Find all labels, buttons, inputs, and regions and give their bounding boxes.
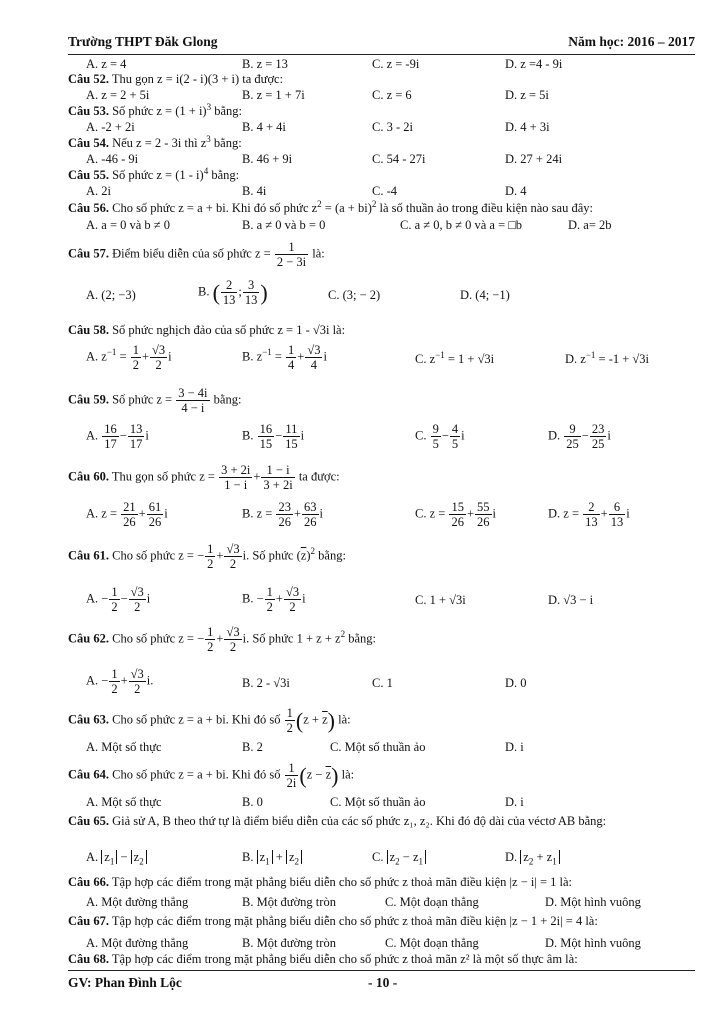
option-a: A. -2 + 2i	[86, 120, 135, 134]
option-a: A. Một số thực	[86, 740, 162, 754]
option-b: B. z = $\frac{23}{26}$ + $\frac{63}{26}$ i	[242, 500, 323, 529]
question-stem: Câu 60. Thu gọn số phức z = $\frac{3 + 2i}{1 - i}$ + $\frac{1 - i}{3 + 2i}$ ta được:	[68, 463, 340, 492]
option-c: C. 1	[372, 676, 393, 690]
option-a: A. − $\frac{1}{2}$ − $\frac{√3}{2}$ i	[86, 585, 151, 614]
option-b: B. ( $\frac{2}{13}$ ; $\frac{3}{13}$ )	[198, 278, 268, 307]
question-stem: Câu 53. Số phức $z = (1 + i)^3$ bằng:	[68, 101, 242, 118]
option-b: B. Một đường tròn	[242, 895, 336, 909]
option-a: A. Một số thực	[86, 795, 162, 809]
question-stem: Câu 52. Thu gọn z = i(2 - i)(3 + i) ta được:	[68, 72, 284, 86]
option-b: B. 46 + 9i	[242, 152, 293, 166]
option-d: D. $z_2 + z_1$	[505, 850, 560, 865]
option-b: B. 2	[242, 740, 263, 754]
option-b: B. $z_1 + z_2$	[242, 850, 302, 865]
question-stem: Câu 65. Giả sử A, B theo thứ tự là điểm biểu diễn của các số phức z₁, z₂. Khi đó độ dài của véctơ AB bằng:	[68, 814, 607, 828]
option-d: D. z = 5i	[505, 88, 549, 102]
option-d: D. z =4 - 9i	[505, 57, 563, 71]
option-c: C. Một số thuần ảo	[330, 740, 426, 754]
option-c: C. z = -9i	[372, 57, 420, 71]
option-d: D. z = $\frac{2}{13}$ + $\frac{6}{13}$ i	[548, 500, 630, 529]
option-a: A. $\frac{16}{17}$ − $\frac{13}{17}$ i	[86, 422, 149, 451]
option-a: A. z = $\frac{21}{26}$ + $\frac{61}{26}$ i	[86, 500, 168, 529]
option-c: C. z = 6	[372, 88, 412, 102]
option-d: D. 4	[505, 184, 527, 198]
option-c: C. Một đoạn thẳng	[385, 895, 479, 909]
option-c: C. Một số thuần ảo	[330, 795, 426, 809]
school-name: Trường THPT Đăk Glong	[68, 34, 218, 49]
question-stem: Câu 54. Nếu z = 2 - 3i thì $z^3$ bằng:	[68, 133, 242, 150]
question-stem: Câu 58. Số phức nghịch đảo của số phức z = 1 - √3i là:	[68, 323, 346, 337]
option-b: B. 4i	[242, 184, 267, 198]
option-d: D. a= 2b	[568, 218, 612, 232]
option-c: C. (3; − 2)	[328, 288, 381, 302]
option-c: C. 1 + √3i	[415, 593, 466, 607]
question-stem: Câu 55. Số phức z = (1 - i)$^4$ bằng:	[68, 165, 240, 182]
option-c: C. a ≠ 0, b ≠ 0 và a = □b	[400, 218, 523, 232]
option-c: C. $\frac{9}{5}$ − $\frac{4}{5}$ i	[415, 422, 465, 451]
option-a: A. $z_1 - z_2$	[86, 850, 147, 865]
option-d: D. i	[505, 740, 524, 754]
option-b: B. 4 + 4i	[242, 120, 286, 134]
page-number: - 10 -	[368, 975, 398, 990]
teacher-name: GV: Phan Đình Lộc	[68, 975, 182, 990]
option-b: B. z = 1 + 7i	[242, 88, 305, 102]
option-d: D. i	[505, 795, 524, 809]
option-c: C. 54 - 27i	[372, 152, 426, 166]
option-d: D. 27 + 24i	[505, 152, 563, 166]
question-stem: Câu 59. Số phức z = $\frac{3 - 4i}{4 - i}$ bằng:	[68, 386, 242, 415]
option-b: B. Một đường tròn	[242, 936, 336, 950]
fraction: $\frac{1}{2 - 3i}$	[276, 240, 307, 269]
option-a: A. − $\frac{1}{2}$ + $\frac{√3}{2}$ i.	[86, 667, 154, 696]
option-c: C. -4	[372, 184, 397, 198]
question-stem: Câu 57. Điểm biểu diễn của số phức z = $\frac{1}{2 - 3i}$ là:	[68, 240, 325, 269]
option-d: D. Một hình vuông	[545, 895, 641, 909]
option-a: A. -46 - 9i	[86, 152, 139, 166]
question-stem: Câu 68. Tập hợp các điểm trong mặt phẳng biểu diễn cho số phức z thoả mãn z² là một số thực âm là:	[68, 952, 578, 966]
question-stem: Câu 63. Cho số phức z = a + bi. Khi đó số $\frac{1}{2}$ $(z + \overline{z})$ là:	[68, 706, 351, 735]
option-a: A. z = 4	[86, 57, 127, 71]
option-c: C. Một đoạn thẳng	[385, 936, 479, 950]
option-c: C. $z^{-1} = 1 + √3i$	[415, 349, 495, 366]
option-d: D. $z^{-1} = -1 + √3i$	[565, 349, 650, 366]
option-a: A. Một đường thẳng	[86, 936, 189, 950]
option-a: A. z = 2 + 5i	[86, 88, 150, 102]
option-a: A. (2; −3)	[86, 288, 136, 302]
option-a: A. a = 0 và b ≠ 0	[86, 218, 171, 232]
question-stem: Câu 67. Tập hợp các điểm trong mặt phẳng biểu diễn cho số phức z thoả mãn điều kiện |z − 1 + 2i| = 4 là:	[68, 914, 598, 928]
option-b: B. a ≠ 0 và b = 0	[242, 218, 326, 232]
option-d: D. √3 − i	[548, 593, 594, 607]
option-a: A. 2i	[86, 184, 111, 198]
option-d: D. $\frac{9}{25}$ − $\frac{23}{25}$ i	[548, 422, 611, 451]
option-d: D. 4 + 3i	[505, 120, 550, 134]
option-c: C. 3 - 2i	[372, 120, 413, 134]
option-a: A. Một đường thẳng	[86, 895, 189, 909]
option-b: B. − $\frac{1}{2}$ + $\frac{√3}{2}$ i	[242, 585, 306, 614]
page-footer	[68, 970, 695, 993]
question-stem: Câu 56. Cho số phức z = a + bi. Khi đó số phức $z^2 = (a + bi)^2$ là số thuần ảo trong điều kiện nào sau đây:	[68, 198, 593, 215]
option-b: B. 2 - √3i	[242, 676, 290, 690]
question-stem: Câu 64. Cho số phức z = a + bi. Khi đó số $\frac{1}{2i}$ $(z - \overline{z})$ là:	[68, 761, 355, 790]
question-stem: Câu 62. Cho số phức z = − $\frac{1}{2}$ + $\frac{√3}{2}$ i. Số phức $1 + z + z^2$ bằng:	[68, 625, 376, 654]
page-header	[68, 34, 695, 55]
option-d: D. 0	[505, 676, 527, 690]
option-c: C. $z_2 - z_1$	[372, 850, 426, 865]
option-b: B. z = 13	[242, 57, 288, 71]
option-b: B. 0	[242, 795, 263, 809]
question-stem: Câu 61. Cho số phức z = − $\frac{1}{2}$ + $\frac{√3}{2}$ i. Số phức $(\overline{z})^2$ bằng:	[68, 542, 346, 571]
option-a: A. $z^{-1}$ = $\frac{1}{2}$ + $\frac{√3}{2}$ i	[86, 343, 172, 372]
school-year: Năm học: 2016 – 2017	[568, 34, 695, 49]
option-b: B. $\frac{16}{15}$ − $\frac{11}{15}$ i	[242, 422, 305, 451]
question-stem: Câu 66. Tập hợp các điểm trong mặt phẳng biểu diễn cho số phức z thoả mãn điều kiện |z − i| = 1 là:	[68, 875, 573, 889]
option-b: B. $z^{-1}$ = $\frac{1}{4}$ + $\frac{√3}{4}$ i	[242, 343, 327, 372]
option-d: D. Một hình vuông	[545, 936, 641, 950]
option-c: C. z = $\frac{15}{26}$ + $\frac{55}{26}$ i	[415, 500, 496, 529]
option-d: D. (4; −1)	[460, 288, 510, 302]
